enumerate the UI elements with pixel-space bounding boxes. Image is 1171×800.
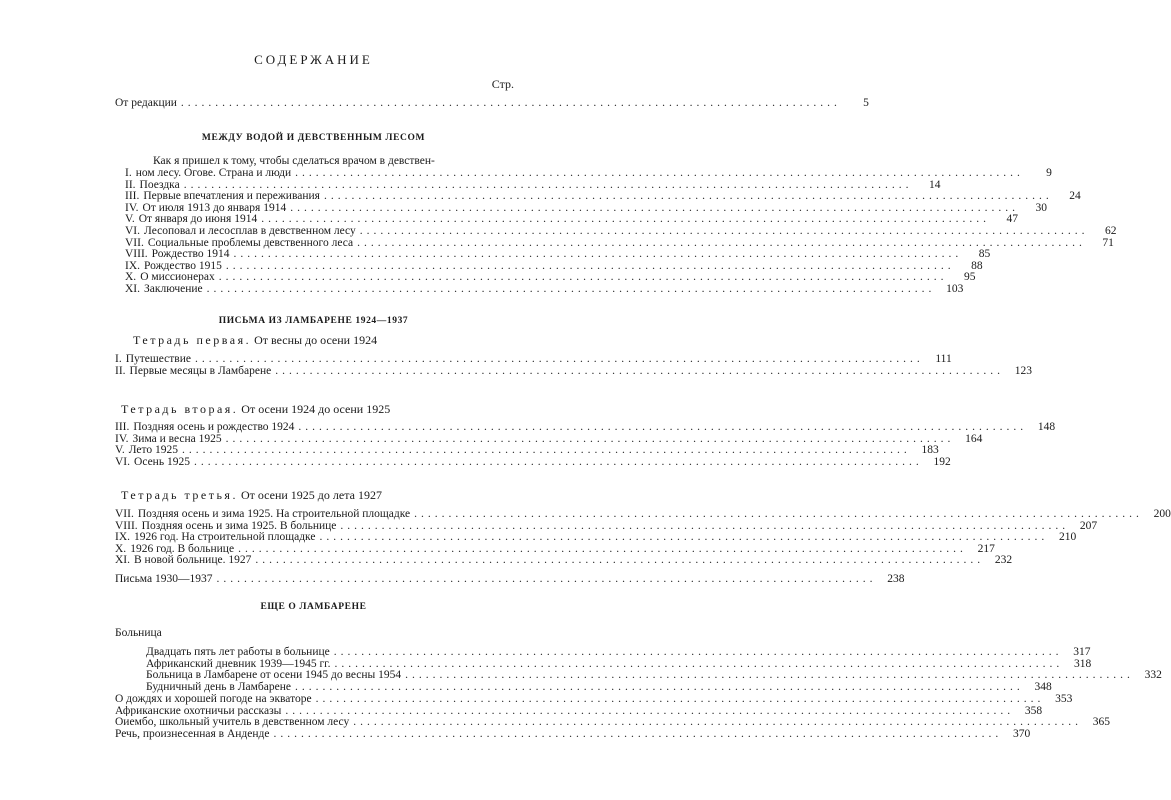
leader-dots: ..........................................................................................................: [295, 167, 1024, 179]
leader-dots: ..........................................................................................................: [334, 657, 1064, 670]
leader-dots: ..........................................................................................................: [225, 432, 955, 445]
entry-page: 192: [933, 455, 951, 468]
entry-page: 148: [1037, 421, 1056, 433]
entry-label: Зима и весна 1925: [133, 433, 226, 446]
entry-page: 88: [971, 259, 983, 272]
entry-label: От января до июня 1914: [139, 213, 262, 226]
entry-label: О дождях и хорошей погоде на экваторе: [115, 693, 316, 706]
entry-page: 318: [1073, 657, 1092, 670]
entry-number: IV.: [115, 432, 129, 445]
toc-entry-wrap-line: Как я пришел к тому, чтобы сделаться врачом в девствен-: [153, 155, 435, 167]
entry-page: 217: [977, 542, 995, 555]
entry-number: VIII.: [115, 519, 138, 532]
entry-page: 164: [965, 432, 983, 445]
entry-label: Речь, произнесенная в Анденде: [115, 728, 274, 741]
entry-page: 348: [1034, 681, 1052, 694]
entry-page: 317: [1073, 646, 1091, 658]
toc-title: СОДЕРЖАНИЕ: [254, 52, 373, 67]
entry-label: Путешествие: [126, 353, 195, 366]
entry-page: 207: [1079, 519, 1098, 532]
entry-page: 200: [1153, 508, 1171, 520]
leader-dots: ..........................................................................................................: [238, 542, 967, 555]
entry-label: Поездка: [140, 179, 184, 192]
entry-number: VI.: [115, 455, 131, 468]
toc-entry-chapter[interactable]: [115, 455, 951, 469]
entry-label: Поздняя осень и зима 1925. На строительной площадке: [138, 508, 414, 521]
leader-dots: ..........................................................................................................: [357, 236, 1086, 249]
leader-dots: ..........................................................................................................: [405, 669, 1134, 682]
entry-number: V.: [125, 213, 135, 226]
leader-dots: ..........................................................................................................: [285, 704, 1015, 717]
entry-page: 370: [1013, 728, 1031, 741]
entry-number: X.: [115, 542, 127, 555]
entry-number: XI.: [115, 554, 131, 567]
entry-number: IV.: [125, 201, 139, 214]
leader-dots: ..........................................................................................................: [182, 444, 911, 457]
entry-number: V.: [115, 444, 125, 457]
entry-page: 24: [1069, 190, 1081, 203]
leader-dots: ..........................................................................................................: [225, 259, 955, 272]
entry-page: 14: [928, 178, 941, 191]
entry-number: II.: [115, 364, 126, 377]
entry-label: Письма 1930—1937: [115, 573, 217, 586]
entry-number: VII.: [115, 508, 134, 520]
leader-dots: ..........................................................................................................: [319, 531, 1049, 544]
toc-entry-chapter[interactable]: [115, 554, 1013, 567]
entry-number: VII.: [125, 236, 144, 249]
entry-label: В новой больнице. 1927: [134, 554, 255, 567]
entry-page: 71: [1102, 236, 1114, 249]
entry-page: 62: [1104, 225, 1117, 237]
leader-dots: ..........................................................................................................: [218, 271, 948, 284]
notebook-3-heading: Тетрадь третья. От осени 1925 до лета 1927: [121, 488, 382, 502]
entry-label: Будничный день в Ламбарене: [146, 681, 295, 694]
leader-dots: ..........................................................................................................: [233, 248, 963, 261]
leader-dots: ..........................................................................................................: [255, 554, 985, 567]
leader-dots: ..........................................................................................................: [298, 421, 1028, 433]
entry-label: Лесоповал и лесосплав в девственном лесу: [144, 225, 360, 238]
notebook-1-heading: Тетрадь первая. От весны до осени 1924: [133, 333, 378, 347]
entry-page: 30: [1035, 201, 1047, 214]
section-heading-3: ЕЩЕ О ЛАМБАРЕНЕ: [260, 602, 367, 612]
entry-label: Рождество 1914: [152, 248, 234, 261]
entry-label: Осень 1925: [134, 456, 194, 469]
leader-dots: ..........................................................................................................: [183, 178, 913, 191]
subsection-hospital: Больница: [115, 627, 162, 639]
leader-dots: ..........................................................................................................: [359, 225, 1089, 237]
toc-entry-intro[interactable]: [115, 97, 869, 110]
entry-page: 353: [1055, 693, 1073, 705]
entry-page: 103: [946, 283, 964, 295]
entry-page: 238: [887, 573, 905, 585]
leader-dots: ................................................................................................: [216, 573, 877, 585]
leader-dots: ..........................................................................................................: [414, 508, 1143, 520]
entry-label: От редакции: [115, 97, 181, 110]
leader-dots: ..........................................................................................................: [294, 681, 1024, 694]
entry-page: 5: [863, 97, 869, 109]
toc-entry-chapter[interactable]: [125, 283, 964, 296]
entry-page: 232: [994, 554, 1013, 567]
entry-number: VIII.: [125, 248, 148, 261]
entry-label: 1926 год. В больнице: [130, 543, 238, 556]
leader-dots: ..........................................................................................................: [193, 455, 923, 468]
entry-page: 332: [1144, 669, 1162, 682]
entry-number: X.: [125, 271, 137, 284]
entry-label: Двадцать пять лет работы в больнице: [146, 646, 334, 659]
entry-page: 47: [1006, 213, 1018, 226]
toc-entry-letters[interactable]: [115, 573, 905, 586]
leader-dots: ..........................................................................................................: [206, 283, 936, 295]
leader-dots: ..........................................................................................................: [340, 519, 1070, 532]
entry-number: IX.: [115, 531, 131, 544]
entry-page: 111: [935, 353, 952, 365]
entry-page: 95: [964, 271, 976, 284]
entry-number: I.: [125, 167, 132, 179]
entry-label: Первые впечатления и переживания: [143, 190, 324, 203]
page-column-header: Стр.: [491, 77, 514, 91]
leader-dots: ..........................................................................................................: [323, 190, 1053, 203]
entry-label: Оиембо, школьный учитель в девственном лесу: [115, 716, 353, 729]
entry-page: 358: [1024, 704, 1043, 717]
leader-dots: ..........................................................................................................: [194, 353, 924, 365]
section-heading-1: МЕЖДУ ВОДОЙ И ДЕВСТВЕННЫМ ЛЕСОМ: [201, 133, 426, 143]
toc-entry[interactable]: [115, 728, 1031, 741]
entry-label: Заключение: [144, 283, 207, 296]
entry-number: VI.: [125, 225, 141, 237]
entry-number: I.: [115, 353, 122, 365]
entry-label: О миссионерах: [140, 271, 219, 284]
entry-page: 210: [1058, 531, 1077, 544]
entry-label: От июля 1913 до января 1914: [143, 202, 291, 215]
entry-label: 1926 год. На строительной площадке: [134, 531, 319, 544]
entry-page: 85: [978, 248, 991, 261]
entry-label: Поздняя осень и рождество 1924: [133, 421, 298, 434]
entry-label: Больница в Ламбарене от осени 1945 до весны 1954: [146, 669, 405, 682]
entry-label: Социальные проблемы девственного леса: [148, 237, 357, 250]
notebook-2-heading: Тетрадь вторая. От осени 1924 до осени 1925: [121, 402, 391, 416]
entry-page: 9: [1046, 167, 1052, 179]
entry-label: Африканские охотничьи рассказы: [115, 705, 285, 718]
toc-entry-chapter[interactable]: [115, 364, 1032, 378]
entry-page: 183: [921, 444, 939, 457]
leader-dots: ..........................................................................................................: [290, 201, 1019, 214]
entry-number: III.: [115, 421, 130, 433]
entry-label: ном лесу. Огове. Страна и люди: [136, 167, 295, 180]
entry-number: XI.: [125, 283, 141, 295]
entry-label: Лето 1925: [129, 444, 182, 457]
leader-dots: ..........................................................................................................: [353, 716, 1083, 729]
entry-page: 123: [1014, 364, 1032, 377]
section-heading-2: ПИСЬМА ИЗ ЛАМБАРЕНЕ 1924—1937: [218, 316, 409, 326]
leader-dots: ..........................................................................................................: [315, 693, 1045, 705]
entry-number: II.: [125, 178, 136, 191]
entry-number: IX.: [125, 259, 141, 272]
entry-label: Рождество 1915: [144, 260, 226, 273]
entry-label: Первые месяцы в Ламбарене: [130, 365, 276, 378]
entry-label: Поздняя осень и зима 1925. В больнице: [142, 520, 341, 533]
leader-dots: ..........................................................................................................: [261, 213, 990, 226]
entry-number: III.: [125, 190, 140, 203]
leader-dots: ..........................................................................................................: [333, 646, 1063, 658]
leader-dots: ..........................................................................................................: [273, 728, 1003, 741]
entry-label: Африканский дневник 1939—1945 гг.: [146, 658, 334, 671]
leader-dots: ................................................................................................: [180, 97, 841, 109]
entry-page: 365: [1092, 716, 1111, 729]
leader-dots: ..........................................................................................................: [275, 364, 1004, 377]
